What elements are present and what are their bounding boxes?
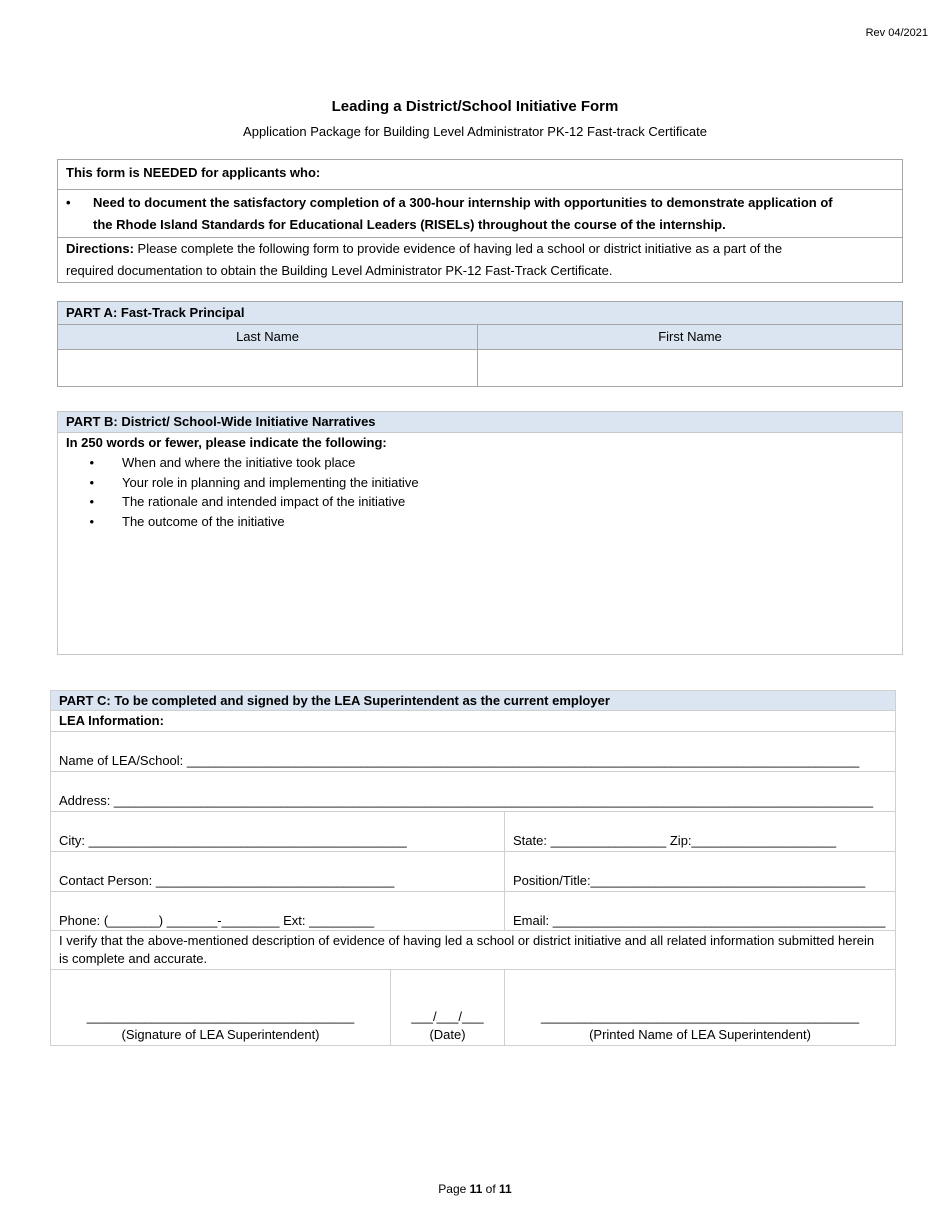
part-b-box: [57, 411, 903, 655]
last-name-field[interactable]: [58, 350, 478, 387]
list-item: • Your role in planning and implementing the initiative: [58, 473, 902, 493]
bullet-icon: •: [89, 455, 94, 470]
printed-name-cell[interactable]: [505, 970, 896, 1046]
part-a-heading: PART A: Fast-Track Principal: [58, 302, 903, 325]
needed-requirement: [58, 190, 903, 238]
position-title-field[interactable]: Position/Title:______________________________________: [505, 852, 896, 892]
first-name-label: First Name: [478, 325, 903, 350]
part-b-list: [58, 453, 902, 531]
signature-line: _____________________________________: [86, 1009, 355, 1024]
needed-box: [57, 159, 903, 283]
part-b-heading: PART B: District/ School-Wide Initiative Narratives: [58, 412, 902, 433]
form-subtitle: Application Package for Building Level Administrator PK-12 Fast-track Certificate: [243, 124, 707, 139]
page-number: Page 11 of 11: [438, 1182, 512, 1196]
date-line: ___/___/___: [411, 1009, 484, 1024]
directions-line-2: required documentation to obtain the Building Level Administrator PK-12 Fast-Track Certificate.: [66, 263, 613, 278]
email-field[interactable]: Email: ______________________________________________: [505, 892, 896, 931]
signature-cell[interactable]: [51, 970, 391, 1046]
requirement-line-2: the Rhode Island Standards for Educational Leaders (RISELs) throughout the course of the internship.: [93, 217, 726, 232]
date-cell[interactable]: [391, 970, 505, 1046]
lea-name-field[interactable]: Name of LEA/School: _____________________________________________________________________________________________: [51, 732, 896, 772]
directions-line-1: Please complete the following form to provide evidence of having led a school or district initiative as a part of the: [133, 241, 783, 256]
bullet-icon: •: [66, 195, 71, 210]
revision-label: Rev 04/2021: [865, 27, 928, 39]
requirement-line-1: Need to document the satisfactory completion of a 300-hour internship with opportunities to demonstrate application of: [93, 195, 833, 210]
needed-heading: This form is NEEDED for applicants who:: [58, 160, 903, 190]
date-label: (Date): [429, 1027, 466, 1042]
printed-name-line: ____________________________________________: [540, 1009, 860, 1024]
address-field[interactable]: Address: _________________________________________________________________________________________________________: [51, 772, 896, 812]
bullet-icon: •: [89, 494, 94, 509]
signature-label: (Signature of LEA Superintendent): [121, 1027, 320, 1042]
form-title: Leading a District/School Initiative Form: [331, 98, 619, 115]
part-b-intro: In 250 words or fewer, please indicate the following:: [66, 435, 387, 450]
list-item: • The rationale and intended impact of the initiative: [58, 492, 902, 512]
part-c-heading: PART C: To be completed and signed by the LEA Superintendent as the current employer: [51, 691, 896, 711]
city-field[interactable]: City: ____________________________________________: [51, 812, 505, 852]
part-a-table: [57, 301, 903, 387]
list-item: • The outcome of the initiative: [58, 512, 902, 532]
directions: [58, 238, 903, 283]
contact-person-field[interactable]: Contact Person: _________________________________: [51, 852, 505, 892]
list-item: • When and where the initiative took place: [58, 453, 902, 473]
directions-label: Directions:: [66, 241, 134, 256]
bullet-icon: •: [89, 513, 94, 529]
last-name-label: Last Name: [58, 325, 478, 350]
state-zip-field[interactable]: State: ________________ Zip:____________________: [505, 812, 896, 852]
bullet-icon: •: [89, 474, 94, 490]
verification-statement: I verify that the above-mentioned description of evidence of having led a school or district initiative and all related information submitted herein is complete and accurate.: [51, 931, 896, 970]
lea-info-label: LEA Information:: [51, 711, 896, 732]
phone-field[interactable]: Phone: (_______) _______-________ Ext: _________: [51, 892, 505, 931]
printed-name-label: (Printed Name of LEA Superintendent): [589, 1027, 811, 1042]
first-name-field[interactable]: [478, 350, 903, 387]
page-total: 11: [499, 1182, 512, 1196]
page-current: 11: [469, 1182, 483, 1196]
part-c-table: [50, 690, 896, 1046]
